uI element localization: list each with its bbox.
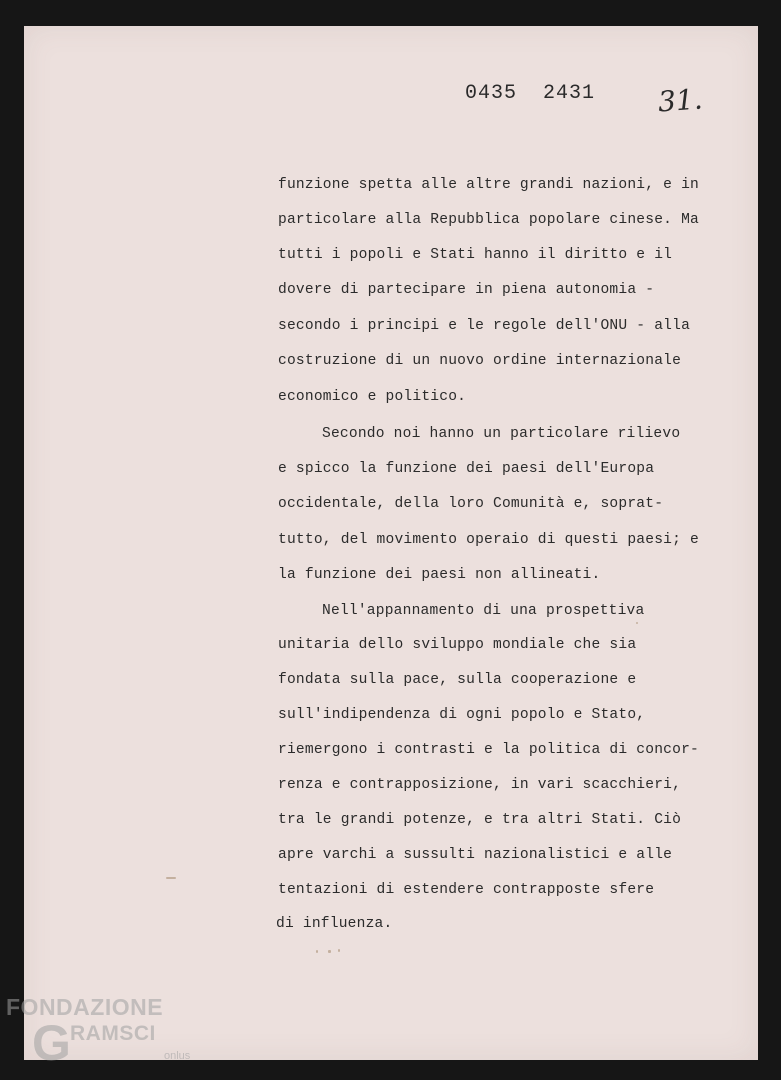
- fondazione-gramsci-watermark: [6, 994, 196, 1074]
- paper-speck: [166, 877, 176, 879]
- handwritten-page-number: 31.: [656, 82, 704, 119]
- paper-speck: [316, 950, 318, 953]
- text-line: di influenza.: [276, 916, 393, 932]
- text-line: unitaria dello sviluppo mondiale che sia: [278, 637, 637, 653]
- paper-speck: [636, 622, 638, 624]
- text-line: tutto, del movimento operaio di questi paesi; e: [278, 532, 700, 548]
- text-line: tutti i popoli e Stati hanno il diritto e il: [278, 247, 673, 263]
- paper-speck: [328, 950, 331, 953]
- text-line: sull'indipendenza di ogni popolo e Stato,: [278, 707, 646, 723]
- text-line: renza e contrapposizione, in vari scacchieri,: [278, 777, 682, 793]
- watermark-g-logo: G: [32, 1015, 71, 1071]
- text-line: economico e politico.: [278, 389, 467, 405]
- paper-speck: [338, 949, 340, 952]
- text-line: tentazioni di estendere contrapposte sfere: [278, 882, 655, 898]
- text-line: riemergono i contrasti e la politica di concor-: [278, 742, 700, 758]
- watermark-line-2: RAMSCI: [70, 1022, 156, 1045]
- paragraph-start-line: Secondo noi hanno un particolare rilievo: [322, 426, 681, 442]
- text-line: funzione spetta alle altre grandi nazioni, e in: [278, 177, 700, 193]
- watermark-line-1: FONDAZIONE: [6, 994, 164, 1020]
- text-line: fondata sulla pace, sulla cooperazione e: [278, 672, 637, 688]
- text-line: la funzione dei paesi non allineati.: [278, 567, 601, 583]
- text-line: e spicco la funzione dei paesi dell'Europa: [278, 461, 655, 477]
- text-line: occidentale, della loro Comunità e, soprat-: [278, 496, 664, 512]
- text-line: apre varchi a sussulti nazionalistici e alle: [278, 847, 673, 863]
- text-line: particolare alla Repubblica popolare cinese. Ma: [278, 212, 700, 228]
- paragraph-start-line: Nell'appannamento di una prospettiva: [322, 603, 645, 619]
- archive-number: 0435 2431: [465, 82, 596, 105]
- text-line: secondo i principi e le regole dell'ONU - alla: [278, 318, 691, 334]
- text-line: dovere di partecipare in piena autonomia -: [278, 282, 655, 298]
- watermark-line-3: onlus: [164, 1050, 191, 1062]
- text-line: tra le grandi potenze, e tra altri Stati. Ciò: [278, 812, 682, 828]
- text-line: costruzione di un nuovo ordine internazionale: [278, 353, 682, 369]
